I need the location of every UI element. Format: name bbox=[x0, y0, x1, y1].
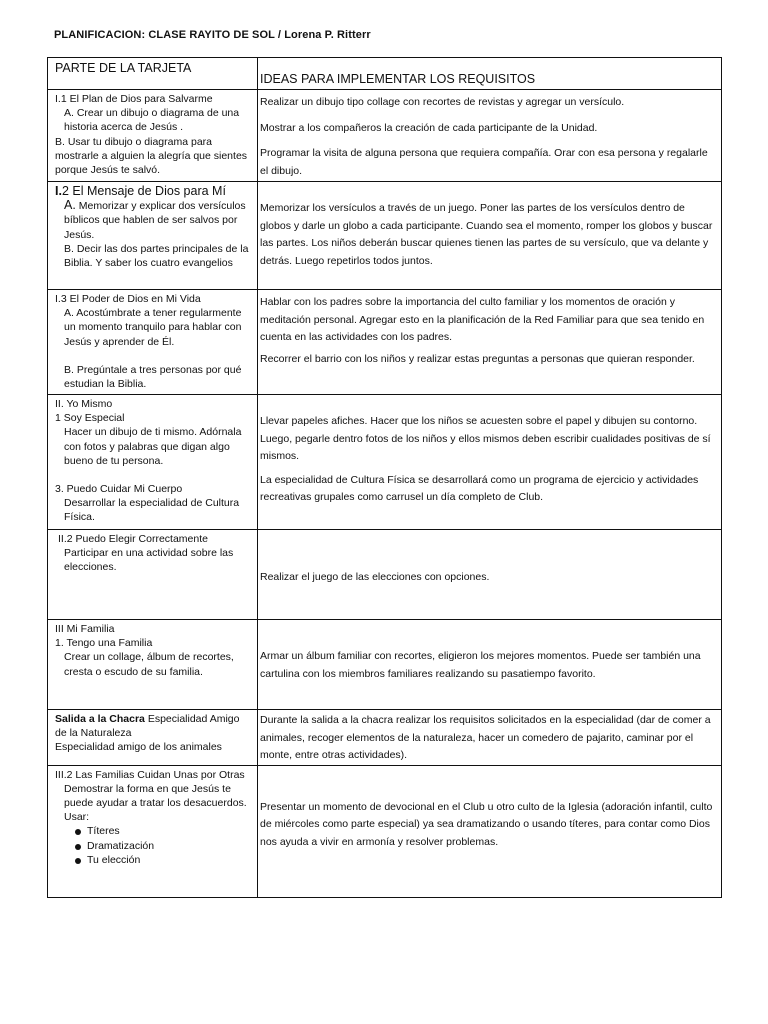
idea-paragraph: Memorizar los versículos a través de un juego. Poner las partes de los versículos dentro de globos y darle un globo a cada participante. Cuando sea el momento, romper los globos y buscar las partes. Los niños deberán buscar quienes tienen las partes de su versículo, que va delante y detrás. Luego repetirlos todos juntos. bbox=[260, 202, 713, 267]
idea-paragraph: Recorrer el barrio con los niños y realizar estas preguntas a personas que quieran responder. bbox=[260, 352, 695, 365]
list-item: Dramatización bbox=[75, 839, 254, 853]
ideas-cell bbox=[258, 290, 722, 395]
section-title: II. Yo Mismo bbox=[55, 398, 113, 410]
requirement-text: Participar en una actividad sobre las elecciones. bbox=[64, 547, 234, 574]
section-title: III.2 Las Familias Cuidan Unas por Otras bbox=[55, 768, 245, 781]
table-row bbox=[48, 90, 722, 182]
card-part-cell bbox=[48, 530, 258, 620]
table-row bbox=[48, 765, 722, 897]
section-title-bold: Salida a la Chacra Especialidad Amigo de la Naturaleza bbox=[55, 713, 240, 740]
idea-paragraph: Realizar el juego de las elecciones con opciones. bbox=[260, 570, 490, 583]
list-item: Tu elección bbox=[75, 853, 254, 867]
subsection-title: 1 Soy Especial bbox=[55, 412, 125, 425]
table-row bbox=[48, 620, 722, 710]
planning-table bbox=[47, 57, 722, 898]
section-title bbox=[55, 184, 254, 198]
header-ideas: IDEAS PARA IMPLEMENTAR LOS REQUISITOS bbox=[258, 58, 722, 90]
header-parte-de-la-tarjeta: PARTE DE LA TARJETA bbox=[48, 58, 258, 90]
list-item: Títeres bbox=[75, 824, 254, 838]
idea-paragraph: Presentar un momento de devocional en el Club u otro culto de la Iglesia (adoración infantil, culto de miércoles como parte especial) ya sea dramatizando o usando títeres, para contar como Dios nos ayuda a vivir en armonía y resolver problemas. bbox=[260, 800, 713, 848]
requirement-text: Hacer un dibujo de ti mismo. Adórnala con fotos y palabras que digan algo bueno de tu persona. bbox=[64, 426, 242, 467]
idea-paragraph: Durante la salida a la chacra realizar los requisitos solicitados en la especialidad (dar de comer a animales, recoger elementos de la naturaleza, hacer un comedero de pajarito, caminar por el monte, entre otras actividades). bbox=[260, 714, 711, 761]
idea-paragraph: Programar la visita de alguna persona que requiera compañía. Orar con esa persona y regalarle el dibujo. bbox=[260, 147, 708, 177]
card-part-cell bbox=[48, 765, 258, 897]
ideas-cell bbox=[258, 395, 722, 530]
table-header-row bbox=[48, 58, 722, 90]
requirement-text: Desarrollar la especialidad de Cultura Física. bbox=[64, 497, 240, 524]
requirement-letter: A. bbox=[64, 198, 76, 213]
requirement-text: Crear un collage, álbum de recortes, cresta o escudo de su familia. bbox=[64, 651, 234, 678]
idea-paragraph: Hablar con los padres sobre la importancia del culto familiar y los momentos de oración y meditación personal. Agregar esto en la planificación de la Red Familiar para que sea tenido en cuenta en las actividades con los padres. bbox=[260, 296, 705, 343]
table-row bbox=[48, 710, 722, 766]
requirement-text: Demostrar la forma en que Jesús te puede ayudar a tratar los desacuerdos. Usar: bbox=[64, 782, 247, 824]
table-row bbox=[48, 290, 722, 395]
idea-paragraph: Mostrar a los compañeros la creación de cada participante de la Unidad. bbox=[260, 121, 598, 134]
requirement-body: Memorizar y explicar dos versículos bíblicos que hablen de ser salvos por Jesús. bbox=[64, 200, 246, 241]
subsection-title: 1. Tengo una Familia bbox=[55, 637, 153, 650]
idea-paragraph: Armar un álbum familiar con recortes, eligieron los mejores momentos. Puede ser también una cartulina con los miembros familiares realizando su pasatiempo favorito. bbox=[260, 650, 701, 680]
requirement-text: B. Pregúntale a tres personas por qué estudian la Biblia. bbox=[64, 363, 242, 391]
card-part-cell bbox=[48, 710, 258, 766]
requirement-text: Especialidad amigo de los animales bbox=[55, 741, 222, 754]
ideas-cell bbox=[258, 182, 722, 290]
requirement-text bbox=[55, 198, 254, 242]
ideas-cell bbox=[258, 530, 722, 620]
ideas-cell bbox=[258, 620, 722, 710]
table-row bbox=[48, 395, 722, 530]
idea-paragraph: La especialidad de Cultura Física se desarrollará como un programa de ejercicio y actividades recreativas grupales como carrusel un día completo de Club. bbox=[260, 473, 699, 503]
section-title: II.2 Puedo Elegir Correctamente bbox=[58, 533, 208, 545]
requirement-text: A. Acostúmbrate a tener regularmente un momento tranquilo para hablar con Jesús y aprender de Él. bbox=[64, 307, 242, 348]
ideas-cell bbox=[258, 710, 722, 766]
section-title-text: 2 El Mensaje de Dios para Mí bbox=[61, 184, 226, 198]
card-part-cell bbox=[48, 182, 258, 290]
section-title: I.3 El Poder de Dios en Mi Vida bbox=[55, 293, 201, 305]
ideas-cell bbox=[258, 765, 722, 897]
options-list bbox=[55, 824, 254, 867]
subsection-title: 3. Puedo Cuidar Mi Cuerpo bbox=[55, 483, 183, 496]
section-title: III Mi Familia bbox=[55, 623, 115, 635]
card-part-cell bbox=[48, 90, 258, 182]
table-row bbox=[48, 182, 722, 290]
section-title: I.1 El Plan de Dios para Salvarme bbox=[55, 93, 213, 105]
table-row bbox=[48, 530, 722, 620]
document-title: PLANIFICACION: CLASE RAYITO DE SOL / Lorena P. Ritterr bbox=[54, 29, 371, 41]
ideas-cell bbox=[258, 90, 722, 182]
card-part-cell bbox=[48, 395, 258, 530]
idea-paragraph: Llevar papeles afiches. Hacer que los niños se acuesten sobre el papel y dibujen su contorno. Luego, pegarle dentro fotos de los niños y ellos mismos deben escribir cualidades positivas de sí mismos. bbox=[260, 415, 711, 462]
requirement-text: B. Usar tu dibujo o diagrama para mostrarle a alguien la alegría que sientes porque Jesús te salvó. bbox=[55, 135, 248, 177]
requirement-text: A. Crear un dibujo o diagrama de una historia acerca de Jesús . bbox=[64, 107, 240, 134]
card-part-cell bbox=[48, 620, 258, 710]
section-number: I. bbox=[55, 184, 62, 198]
card-part-cell bbox=[48, 290, 258, 395]
requirement-text: B. Decir las dos partes principales de la Biblia. Y saber los cuatro evangelios bbox=[64, 242, 249, 270]
idea-paragraph: Realizar un dibujo tipo collage con recortes de revistas y agregar un versículo. bbox=[260, 96, 625, 108]
